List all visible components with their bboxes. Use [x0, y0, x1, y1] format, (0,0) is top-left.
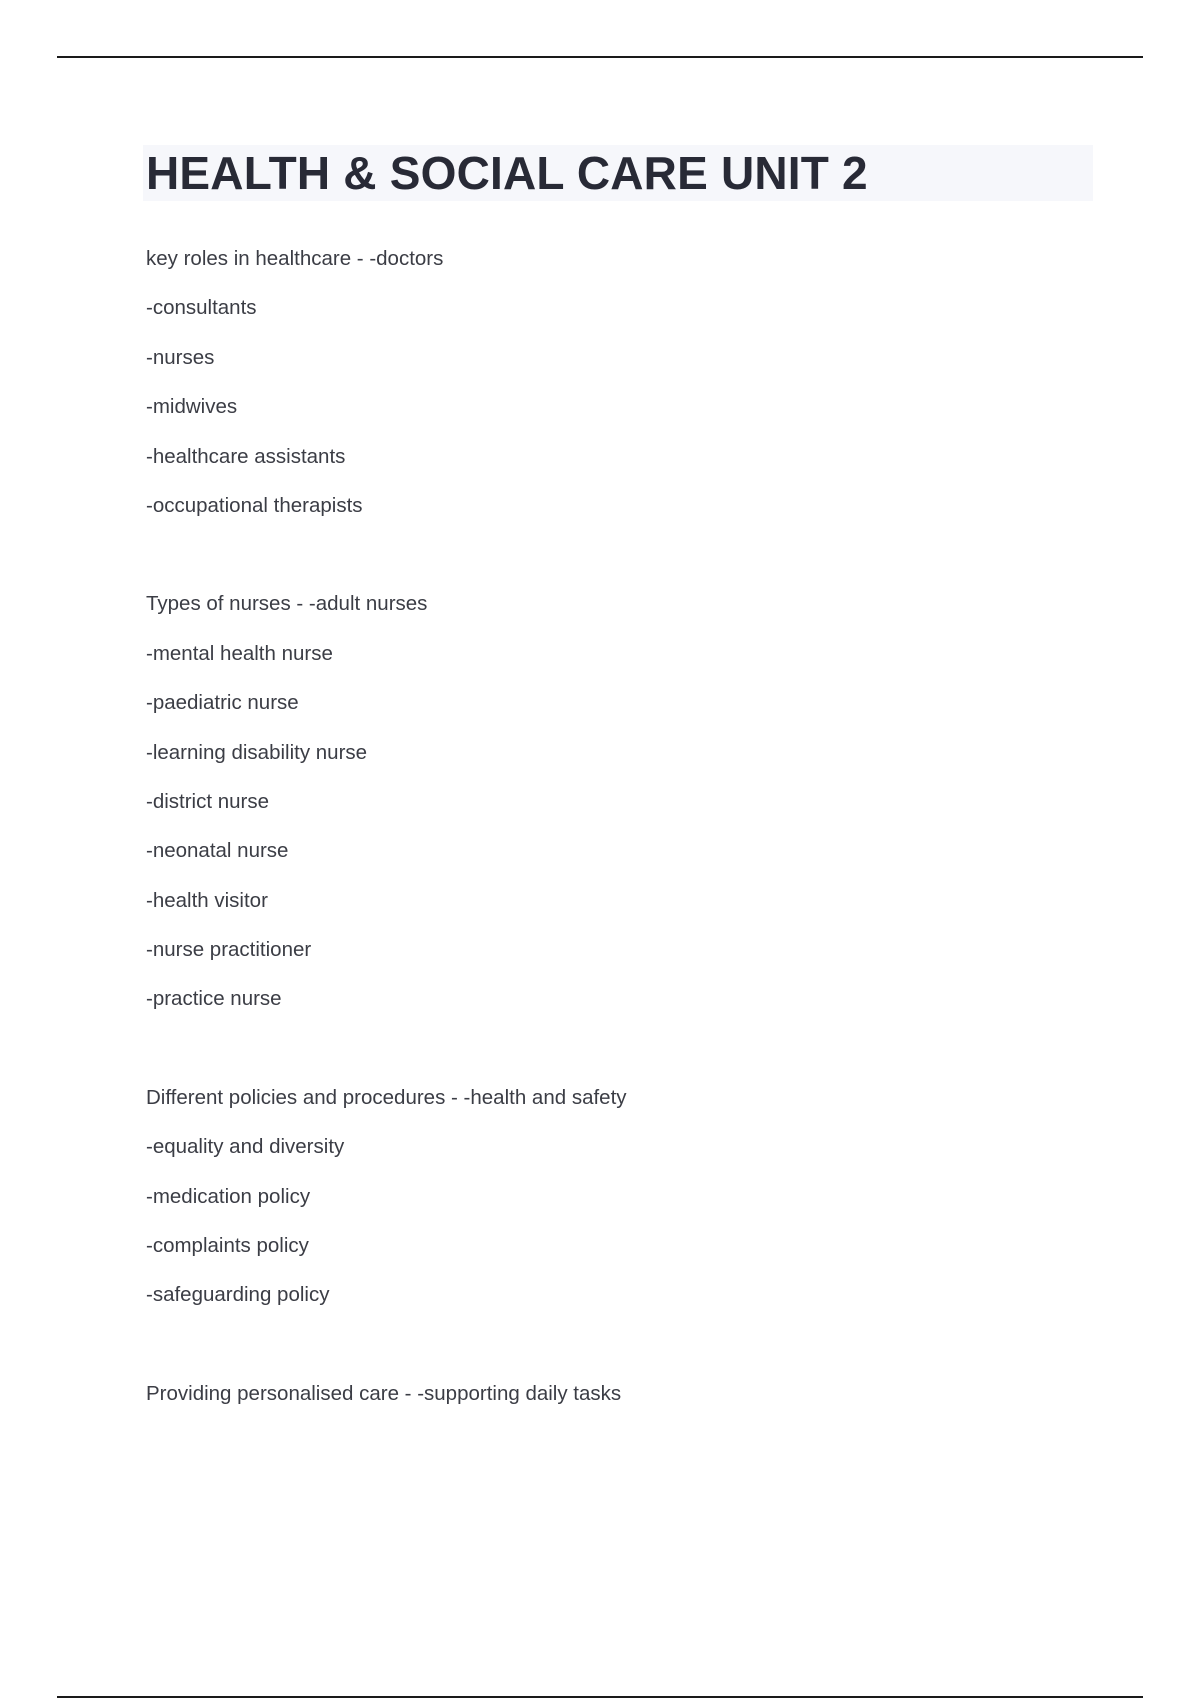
section-personalised-care [146, 1380, 1096, 1429]
list-item: -midwives [146, 395, 238, 419]
document-body [146, 245, 1096, 1478]
section-heading-line: key roles in healthcare - -doctors [146, 247, 444, 270]
list-item: -mental health nurse [146, 641, 333, 665]
page-title: HEALTH & SOCIAL CARE UNIT 2 [146, 147, 868, 199]
section-types-of-nurses [146, 590, 1096, 1035]
list-item: -equality and diversity [146, 1135, 345, 1159]
top-rule [57, 56, 1143, 58]
section-heading-line: Types of nurses - -adult nurses [146, 592, 428, 616]
list-item: -medication policy [146, 1184, 311, 1208]
list-item: -complaints policy [146, 1234, 309, 1258]
list-item: -practice nurse [146, 987, 282, 1011]
list-item: -paediatric nurse [146, 691, 299, 715]
list-item: -consultants [146, 296, 257, 320]
list-item: -neonatal nurse [146, 839, 289, 863]
list-item: -nurses [146, 345, 215, 369]
list-item: -district nurse [146, 789, 270, 813]
section-key-roles [146, 245, 1096, 541]
section-heading-line: Providing personalised care - -supporting daily tasks [146, 1381, 622, 1405]
list-item: -healthcare assistants [146, 444, 346, 468]
section-policies-procedures [146, 1084, 1096, 1331]
list-item: -nurse practitioner [146, 938, 312, 962]
list-item: -safeguarding policy [146, 1283, 330, 1307]
list-item: -occupational therapists [146, 493, 363, 517]
list-item: -health visitor [146, 888, 268, 912]
section-heading-line: Different policies and procedures - -health and safety [146, 1085, 627, 1109]
bottom-rule [57, 1696, 1143, 1698]
list-item: -learning disability nurse [146, 740, 368, 764]
